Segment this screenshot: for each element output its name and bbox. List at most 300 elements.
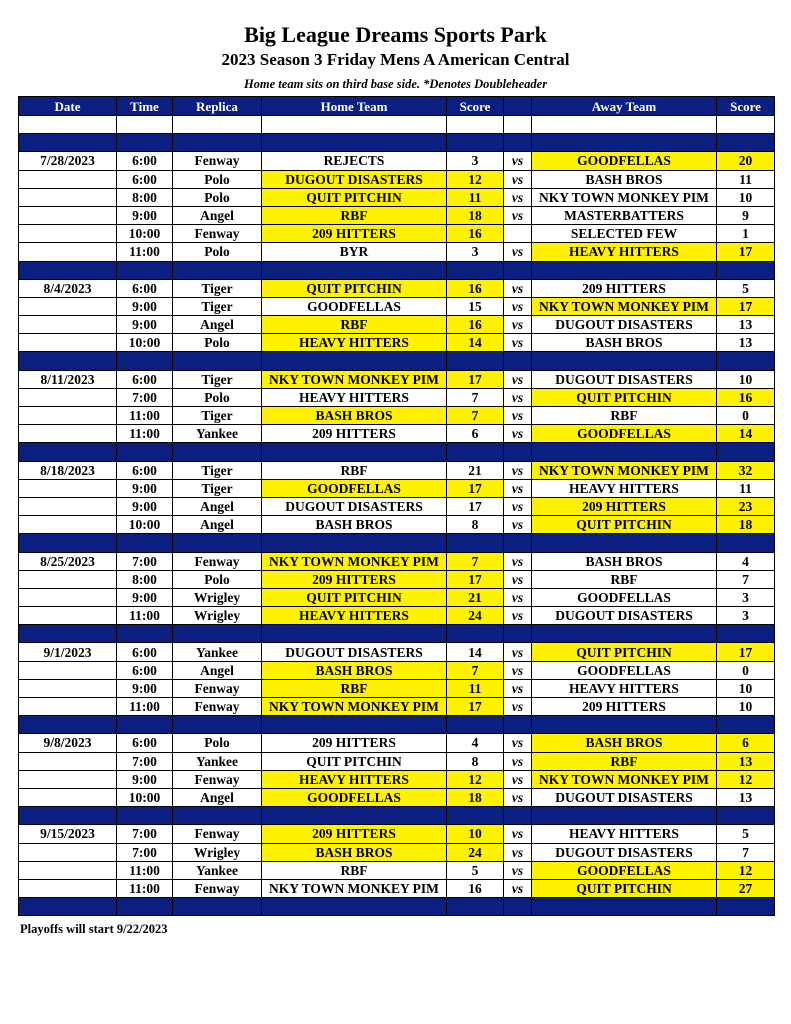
- game-date: [19, 388, 117, 406]
- home-team: HEAVY HITTERS: [262, 334, 447, 352]
- empty-cell: [504, 898, 532, 916]
- vs-label: [504, 225, 532, 243]
- game-row: [19, 570, 775, 588]
- home-team: HEAVY HITTERS: [262, 607, 447, 625]
- game-time: 9:00: [117, 297, 173, 315]
- away-score: 18: [717, 516, 775, 534]
- away-score: 11: [717, 170, 775, 188]
- footer-note: Playoffs will start 9/22/2023: [20, 922, 168, 936]
- game-field: Yankee: [173, 752, 262, 770]
- game-field: Polo: [173, 734, 262, 752]
- home-team: BASH BROS: [262, 516, 447, 534]
- col-replica: Replica: [173, 97, 262, 116]
- empty-cell: [504, 807, 532, 825]
- game-date: 8/4/2023: [19, 279, 117, 297]
- game-date: 9/8/2023: [19, 734, 117, 752]
- away-score: 10: [717, 188, 775, 206]
- game-date: [19, 225, 117, 243]
- away-score: 12: [717, 770, 775, 788]
- vs-label: vs: [504, 316, 532, 334]
- game-row: [19, 552, 775, 570]
- home-score: 8: [447, 516, 504, 534]
- game-field: Polo: [173, 388, 262, 406]
- away-score: 10: [717, 370, 775, 388]
- home-team: REJECTS: [262, 152, 447, 170]
- game-field: Angel: [173, 661, 262, 679]
- col-date: Date: [19, 97, 117, 116]
- empty-cell: [717, 625, 775, 643]
- home-score: 17: [447, 570, 504, 588]
- game-time: 11:00: [117, 879, 173, 897]
- home-team: NKY TOWN MONKEY PIM: [262, 552, 447, 570]
- empty-cell: [504, 716, 532, 734]
- away-score: 17: [717, 297, 775, 315]
- away-team: 209 HITTERS: [532, 279, 717, 297]
- game-field: Polo: [173, 243, 262, 261]
- empty-cell: [262, 352, 447, 370]
- game-date: [19, 297, 117, 315]
- away-score: 13: [717, 334, 775, 352]
- game-row: [19, 679, 775, 697]
- home-score: 21: [447, 461, 504, 479]
- empty-cell: [717, 716, 775, 734]
- away-team: GOODFELLAS: [532, 588, 717, 606]
- game-row: [19, 279, 775, 297]
- away-team: GOODFELLAS: [532, 861, 717, 879]
- away-score: 7: [717, 570, 775, 588]
- away-team: GOODFELLAS: [532, 661, 717, 679]
- game-time: 9:00: [117, 316, 173, 334]
- vs-label: vs: [504, 152, 532, 170]
- empty-cell: [117, 261, 173, 279]
- home-score: 3: [447, 152, 504, 170]
- game-row: [19, 607, 775, 625]
- game-row: [19, 407, 775, 425]
- game-time: 10:00: [117, 225, 173, 243]
- empty-cell: [117, 807, 173, 825]
- col-time: Time: [117, 97, 173, 116]
- game-row: [19, 316, 775, 334]
- home-score: 16: [447, 279, 504, 297]
- away-score: 12: [717, 861, 775, 879]
- away-team: HEAVY HITTERS: [532, 479, 717, 497]
- schedule-table: [18, 96, 775, 916]
- week-separator: [19, 807, 775, 825]
- vs-label: vs: [504, 243, 532, 261]
- empty-cell: [504, 134, 532, 152]
- vs-label: vs: [504, 661, 532, 679]
- game-field: Angel: [173, 516, 262, 534]
- home-team: BASH BROS: [262, 843, 447, 861]
- empty-cell: [19, 116, 117, 134]
- empty-cell: [173, 443, 262, 461]
- away-team: GOODFELLAS: [532, 152, 717, 170]
- away-team: HEAVY HITTERS: [532, 679, 717, 697]
- away-score: 23: [717, 497, 775, 515]
- away-score: 10: [717, 679, 775, 697]
- empty-cell: [504, 534, 532, 552]
- away-team: MASTERBATTERS: [532, 206, 717, 224]
- empty-cell: [504, 625, 532, 643]
- home-score: 12: [447, 170, 504, 188]
- col-away-score: Score: [717, 97, 775, 116]
- empty-cell: [447, 716, 504, 734]
- game-time: 6:00: [117, 152, 173, 170]
- vs-label: vs: [504, 879, 532, 897]
- game-row: [19, 152, 775, 170]
- away-score: 5: [717, 825, 775, 843]
- empty-cell: [19, 443, 117, 461]
- home-team: GOODFELLAS: [262, 297, 447, 315]
- empty-cell: [173, 807, 262, 825]
- empty-cell: [532, 534, 717, 552]
- game-time: 8:00: [117, 188, 173, 206]
- home-team: HEAVY HITTERS: [262, 770, 447, 788]
- game-field: Fenway: [173, 679, 262, 697]
- vs-label: vs: [504, 825, 532, 843]
- vs-label: vs: [504, 861, 532, 879]
- game-date: [19, 497, 117, 515]
- away-team: BASH BROS: [532, 552, 717, 570]
- away-team: NKY TOWN MONKEY PIM: [532, 461, 717, 479]
- game-date: [19, 479, 117, 497]
- vs-label: vs: [504, 497, 532, 515]
- empty-cell: [717, 898, 775, 916]
- game-date: [19, 407, 117, 425]
- week-separator: [19, 261, 775, 279]
- home-score: 4: [447, 734, 504, 752]
- home-score: 17: [447, 479, 504, 497]
- home-team: RBF: [262, 206, 447, 224]
- away-team: 209 HITTERS: [532, 497, 717, 515]
- game-field: Tiger: [173, 279, 262, 297]
- empty-cell: [532, 625, 717, 643]
- game-field: Yankee: [173, 861, 262, 879]
- game-time: 9:00: [117, 206, 173, 224]
- away-score: 13: [717, 316, 775, 334]
- blank-row: [19, 116, 775, 134]
- home-score: 11: [447, 188, 504, 206]
- game-field: Tiger: [173, 407, 262, 425]
- game-row: [19, 825, 775, 843]
- game-field: Tiger: [173, 297, 262, 315]
- game-time: 7:00: [117, 825, 173, 843]
- empty-cell: [532, 807, 717, 825]
- game-date: 8/11/2023: [19, 370, 117, 388]
- empty-cell: [262, 898, 447, 916]
- empty-cell: [19, 134, 117, 152]
- away-score: 4: [717, 552, 775, 570]
- vs-label: vs: [504, 425, 532, 443]
- game-date: [19, 661, 117, 679]
- empty-cell: [447, 116, 504, 134]
- home-score: 17: [447, 370, 504, 388]
- empty-cell: [532, 261, 717, 279]
- vs-label: vs: [504, 297, 532, 315]
- home-score: 18: [447, 206, 504, 224]
- game-time: 11:00: [117, 607, 173, 625]
- game-field: Tiger: [173, 370, 262, 388]
- game-time: 11:00: [117, 425, 173, 443]
- empty-cell: [117, 898, 173, 916]
- home-score: 10: [447, 825, 504, 843]
- week-separator: [19, 534, 775, 552]
- away-score: 17: [717, 243, 775, 261]
- empty-cell: [532, 716, 717, 734]
- away-team: DUGOUT DISASTERS: [532, 607, 717, 625]
- home-score: 18: [447, 788, 504, 806]
- away-score: 3: [717, 588, 775, 606]
- col-away-team: Away Team: [532, 97, 717, 116]
- game-field: Angel: [173, 497, 262, 515]
- empty-cell: [19, 352, 117, 370]
- game-date: 8/18/2023: [19, 461, 117, 479]
- empty-cell: [717, 116, 775, 134]
- week-separator: [19, 352, 775, 370]
- away-team: DUGOUT DISASTERS: [532, 843, 717, 861]
- home-team: QUIT PITCHIN: [262, 188, 447, 206]
- away-score: 10: [717, 698, 775, 716]
- away-score: 7: [717, 843, 775, 861]
- away-score: 11: [717, 479, 775, 497]
- home-team: 209 HITTERS: [262, 225, 447, 243]
- away-team: NKY TOWN MONKEY PIM: [532, 188, 717, 206]
- vs-label: vs: [504, 206, 532, 224]
- game-row: [19, 497, 775, 515]
- home-score: 12: [447, 770, 504, 788]
- empty-cell: [447, 625, 504, 643]
- vs-label: vs: [504, 588, 532, 606]
- empty-cell: [19, 261, 117, 279]
- game-time: 7:00: [117, 388, 173, 406]
- game-row: [19, 770, 775, 788]
- vs-label: vs: [504, 679, 532, 697]
- home-score: 16: [447, 316, 504, 334]
- home-team: GOODFELLAS: [262, 788, 447, 806]
- home-team: RBF: [262, 316, 447, 334]
- empty-cell: [717, 261, 775, 279]
- empty-cell: [117, 716, 173, 734]
- game-field: Fenway: [173, 552, 262, 570]
- home-team: BYR: [262, 243, 447, 261]
- game-field: Angel: [173, 788, 262, 806]
- vs-label: vs: [504, 170, 532, 188]
- empty-cell: [173, 352, 262, 370]
- game-date: [19, 516, 117, 534]
- away-team: HEAVY HITTERS: [532, 825, 717, 843]
- game-time: 9:00: [117, 479, 173, 497]
- away-team: HEAVY HITTERS: [532, 243, 717, 261]
- away-team: 209 HITTERS: [532, 698, 717, 716]
- home-score: 3: [447, 243, 504, 261]
- game-field: Angel: [173, 316, 262, 334]
- game-date: [19, 698, 117, 716]
- game-field: Polo: [173, 570, 262, 588]
- game-date: [19, 788, 117, 806]
- empty-cell: [19, 716, 117, 734]
- home-team: DUGOUT DISASTERS: [262, 643, 447, 661]
- away-team: GOODFELLAS: [532, 425, 717, 443]
- vs-label: vs: [504, 607, 532, 625]
- empty-cell: [117, 134, 173, 152]
- away-team: QUIT PITCHIN: [532, 879, 717, 897]
- empty-cell: [262, 116, 447, 134]
- away-team: NKY TOWN MONKEY PIM: [532, 770, 717, 788]
- page-title: Big League Dreams Sports Park: [244, 22, 547, 47]
- home-score: 17: [447, 497, 504, 515]
- empty-cell: [447, 807, 504, 825]
- empty-cell: [19, 807, 117, 825]
- vs-label: vs: [504, 479, 532, 497]
- game-row: [19, 461, 775, 479]
- vs-label: vs: [504, 552, 532, 570]
- empty-cell: [19, 534, 117, 552]
- game-field: Fenway: [173, 879, 262, 897]
- vs-label: vs: [504, 788, 532, 806]
- home-score: 7: [447, 552, 504, 570]
- empty-cell: [532, 134, 717, 152]
- empty-cell: [117, 625, 173, 643]
- game-field: Polo: [173, 170, 262, 188]
- game-date: [19, 607, 117, 625]
- game-date: 8/25/2023: [19, 552, 117, 570]
- away-score: 3: [717, 607, 775, 625]
- game-time: 7:00: [117, 552, 173, 570]
- game-field: Wrigley: [173, 843, 262, 861]
- home-team: 209 HITTERS: [262, 825, 447, 843]
- vs-label: vs: [504, 643, 532, 661]
- game-date: [19, 334, 117, 352]
- away-score: 5: [717, 279, 775, 297]
- game-date: [19, 752, 117, 770]
- game-time: 6:00: [117, 734, 173, 752]
- game-time: 6:00: [117, 170, 173, 188]
- game-row: [19, 843, 775, 861]
- empty-cell: [447, 443, 504, 461]
- away-score: 0: [717, 661, 775, 679]
- empty-cell: [262, 134, 447, 152]
- game-time: 6:00: [117, 370, 173, 388]
- home-score: 14: [447, 643, 504, 661]
- game-time: 6:00: [117, 279, 173, 297]
- game-row: [19, 698, 775, 716]
- empty-cell: [717, 534, 775, 552]
- away-score: 9: [717, 206, 775, 224]
- header-note: Home team sits on third base side. *Denotes Doubleheader: [243, 77, 548, 91]
- away-team: BASH BROS: [532, 734, 717, 752]
- game-field: Yankee: [173, 643, 262, 661]
- empty-cell: [717, 807, 775, 825]
- empty-cell: [117, 443, 173, 461]
- away-team: BASH BROS: [532, 334, 717, 352]
- empty-cell: [173, 534, 262, 552]
- game-row: [19, 788, 775, 806]
- header-row: [19, 97, 775, 116]
- home-score: 14: [447, 334, 504, 352]
- game-row: [19, 334, 775, 352]
- vs-label: vs: [504, 461, 532, 479]
- away-team: RBF: [532, 752, 717, 770]
- col-vs: [504, 97, 532, 116]
- vs-label: vs: [504, 188, 532, 206]
- home-team: BASH BROS: [262, 661, 447, 679]
- vs-label: vs: [504, 388, 532, 406]
- game-row: [19, 734, 775, 752]
- week-separator: [19, 716, 775, 734]
- game-field: Fenway: [173, 770, 262, 788]
- away-team: DUGOUT DISASTERS: [532, 316, 717, 334]
- home-team: DUGOUT DISASTERS: [262, 497, 447, 515]
- game-date: [19, 570, 117, 588]
- away-score: 13: [717, 788, 775, 806]
- home-team: RBF: [262, 679, 447, 697]
- game-date: [19, 188, 117, 206]
- game-field: Angel: [173, 206, 262, 224]
- home-score: 21: [447, 588, 504, 606]
- empty-cell: [173, 116, 262, 134]
- game-row: [19, 225, 775, 243]
- game-date: [19, 679, 117, 697]
- vs-label: vs: [504, 770, 532, 788]
- empty-cell: [717, 352, 775, 370]
- empty-cell: [262, 261, 447, 279]
- game-date: [19, 425, 117, 443]
- away-score: 14: [717, 425, 775, 443]
- away-team: NKY TOWN MONKEY PIM: [532, 297, 717, 315]
- vs-label: vs: [504, 334, 532, 352]
- vs-label: vs: [504, 752, 532, 770]
- home-score: 7: [447, 661, 504, 679]
- game-time: 9:00: [117, 679, 173, 697]
- away-team: BASH BROS: [532, 170, 717, 188]
- game-field: Fenway: [173, 225, 262, 243]
- home-score: 5: [447, 861, 504, 879]
- game-time: 9:00: [117, 588, 173, 606]
- home-score: 15: [447, 297, 504, 315]
- empty-cell: [117, 116, 173, 134]
- game-row: [19, 170, 775, 188]
- game-time: 9:00: [117, 770, 173, 788]
- away-score: 0: [717, 407, 775, 425]
- game-row: [19, 479, 775, 497]
- home-team: HEAVY HITTERS: [262, 388, 447, 406]
- away-team: RBF: [532, 407, 717, 425]
- away-team: RBF: [532, 570, 717, 588]
- game-date: [19, 588, 117, 606]
- game-time: 11:00: [117, 407, 173, 425]
- home-team: DUGOUT DISASTERS: [262, 170, 447, 188]
- empty-cell: [504, 116, 532, 134]
- game-date: [19, 206, 117, 224]
- game-date: [19, 243, 117, 261]
- game-time: 11:00: [117, 861, 173, 879]
- away-score: 1: [717, 225, 775, 243]
- game-date: [19, 879, 117, 897]
- page-subtitle: 2023 Season 3 Friday Mens A American Central: [221, 50, 570, 69]
- vs-label: vs: [504, 370, 532, 388]
- home-score: 24: [447, 843, 504, 861]
- empty-cell: [717, 134, 775, 152]
- home-score: 24: [447, 607, 504, 625]
- empty-cell: [532, 116, 717, 134]
- empty-cell: [447, 898, 504, 916]
- empty-cell: [173, 716, 262, 734]
- game-time: 10:00: [117, 334, 173, 352]
- away-team: DUGOUT DISASTERS: [532, 788, 717, 806]
- game-row: [19, 661, 775, 679]
- empty-cell: [532, 443, 717, 461]
- game-field: Polo: [173, 334, 262, 352]
